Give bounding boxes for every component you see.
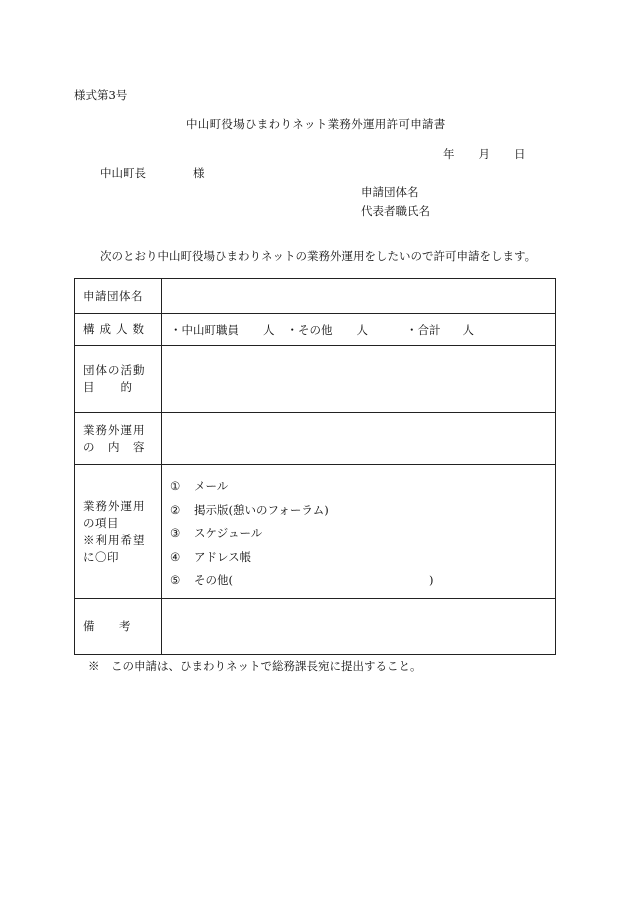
purpose-label-line2: 目 的: [83, 380, 133, 394]
remarks-field[interactable]: [162, 599, 556, 655]
intro-text: 次のとおり中山町役場ひまわりネットの業務外運用をしたいので許可申請をします。: [100, 249, 537, 263]
row-members: [75, 314, 556, 346]
item-number: ②: [170, 502, 181, 517]
addressee-name: 中山町長: [100, 166, 146, 180]
item-number: ①: [170, 479, 181, 494]
remarks-label: 備 考: [75, 599, 162, 655]
members-field[interactable]: [162, 314, 556, 346]
list-item[interactable]: [170, 499, 555, 523]
date-line: [443, 146, 526, 162]
application-table: [74, 278, 556, 655]
list-item[interactable]: [170, 569, 555, 593]
content-label: [75, 413, 162, 465]
row-remarks: [75, 599, 556, 655]
item-text: アドレス帳: [194, 549, 252, 564]
list-item[interactable]: [170, 475, 555, 499]
row-purpose: [75, 346, 556, 413]
items-label-line4: に〇印: [83, 549, 119, 564]
members-other-unit: 人: [356, 322, 368, 337]
footnote: ※ この申請は、ひまわりネットで総務課長宛に提出すること。: [88, 659, 422, 673]
row-items: [75, 465, 556, 599]
item-number: ③: [170, 526, 181, 541]
purpose-label: [75, 346, 162, 413]
purpose-field[interactable]: [162, 346, 556, 413]
content-label-line2: の 内 容: [83, 439, 146, 454]
items-list: [162, 465, 556, 599]
form-number: 様式第3号: [74, 88, 128, 102]
applicant-rep-label: 代表者職氏名: [361, 204, 430, 218]
items-label-line1: 業務外運用: [83, 498, 146, 513]
org-name-field[interactable]: [162, 279, 556, 314]
list-item[interactable]: [170, 522, 555, 546]
members-label: 構成人数: [75, 314, 162, 346]
items-label-line2: の項目: [83, 515, 119, 530]
items-label: [75, 465, 162, 599]
addressee-honorific: 様: [193, 166, 205, 180]
date-day: 日: [514, 147, 526, 161]
members-total-unit: 人: [462, 322, 474, 337]
purpose-label-line1: 団体の活動: [83, 363, 146, 377]
row-content: [75, 413, 556, 465]
members-total: ・合計: [406, 322, 441, 337]
addressee: [100, 165, 205, 181]
item-text: メール: [194, 479, 229, 494]
item-text: 掲示版(憩いのフォーラム): [194, 502, 329, 517]
applicant-org-label: 申請団体名: [361, 185, 419, 199]
content-label-line1: 業務外運用: [83, 422, 146, 437]
item-text: スケジュール: [194, 526, 263, 541]
item-text: その他(: [194, 573, 233, 588]
members-other: ・その他: [286, 322, 333, 337]
members-staff: ・中山町職員: [170, 322, 239, 337]
content-field[interactable]: [162, 413, 556, 465]
item-number: ⑤: [170, 573, 181, 588]
item-close-paren: ): [429, 573, 434, 588]
list-item[interactable]: [170, 546, 555, 570]
org-name-label: 申請団体名: [75, 279, 162, 314]
date-month: 月: [478, 147, 490, 161]
date-year: 年: [443, 147, 455, 161]
row-org-name: [75, 279, 556, 314]
items-label-line3: ※利用希望: [83, 532, 146, 547]
item-number: ④: [170, 549, 181, 564]
page-title: 中山町役場ひまわりネット業務外運用許可申請書: [186, 117, 446, 131]
members-staff-unit: 人: [263, 322, 275, 337]
